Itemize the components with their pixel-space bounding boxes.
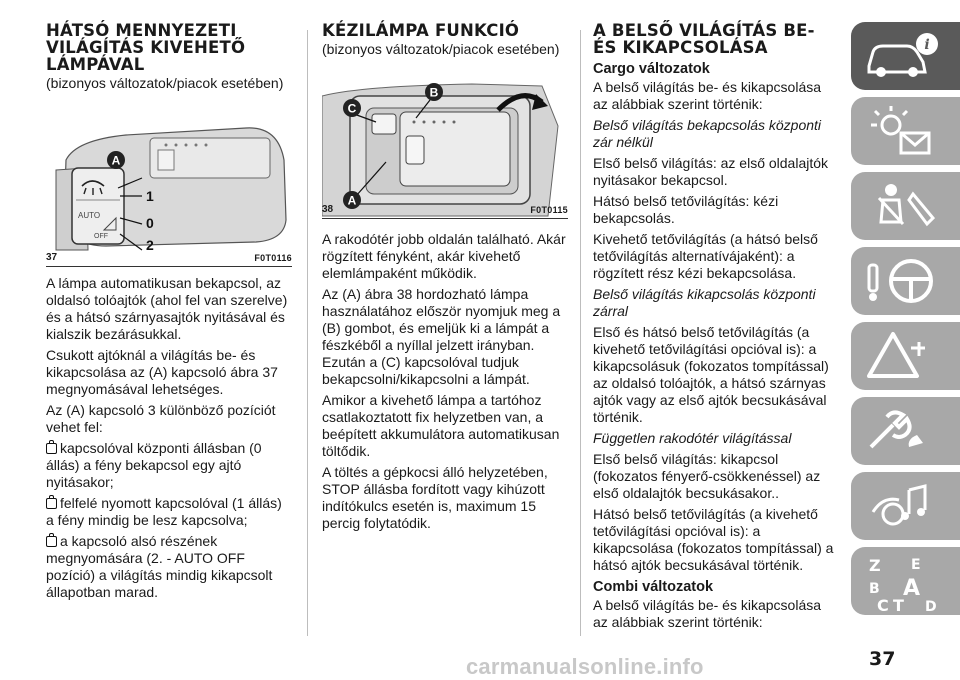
page-number: 37 <box>869 648 896 670</box>
svg-text:B: B <box>869 581 880 597</box>
svg-text:A: A <box>347 193 357 208</box>
tab-multimedia[interactable] <box>851 472 960 540</box>
column-interior-lighting <box>593 22 839 635</box>
figure-code: F0T0116 <box>254 253 292 263</box>
svg-text:E: E <box>911 557 921 573</box>
svg-text:Z: Z <box>869 556 881 575</box>
tab-warning-lights[interactable] <box>851 97 960 165</box>
section-title: A BELSŐ VILÁGÍTÁS BE- ÉS KIKAPCSOLÁSA <box>593 21 815 57</box>
tab-index[interactable] <box>851 547 960 615</box>
svg-text:1: 1 <box>146 188 154 204</box>
figure-37 <box>46 100 292 267</box>
section-subtitle: (bizonyos változatok/piacok esetében) <box>46 75 284 91</box>
bullet-item: kapcsolóval központi állásban (0 állás) a fény bekapcsol egy ajtó nyitásakor; <box>46 440 262 490</box>
maintenance-icon <box>863 403 943 459</box>
figure-number: 38 <box>322 204 334 215</box>
paragraph: A rakodótér jobb oldalán található. Akár rögzített fényként, akár kivehető elemlámpaként működik. <box>322 231 566 281</box>
svg-text:B: B <box>429 85 439 100</box>
chapter-tabs <box>851 22 960 642</box>
svg-text:T: T <box>893 596 904 615</box>
rear-light-switch-illustration <box>46 100 292 266</box>
paragraph: Hátsó belső tetővilágítás: kézi bekapcsolás. <box>593 193 779 226</box>
column-divider-2 <box>580 30 581 636</box>
italic-subheading: Független rakodótér világítással <box>593 430 792 446</box>
paragraph: A belső világítás be- és kikapcsolása az alábbiak szerint történik: <box>593 597 822 630</box>
italic-subheading: Belső világítás kikapcsolás központi zárral <box>593 286 816 319</box>
section-title: HÁTSÓ MENNYEZETI VILÁGÍTÁS KIVEHETŐ LÁMPÁVAL <box>46 21 246 74</box>
column-divider-1 <box>307 30 308 636</box>
tab-starting-driving[interactable] <box>851 247 960 315</box>
warning-lights-icon <box>863 103 943 159</box>
svg-text:i: i <box>924 37 930 53</box>
paragraph: A töltés a gépkocsi álló helyzetében, STOP állásba fordított vagy kihúzott indítókulcs esetén is, maximum 15 percig folytatódik. <box>322 464 548 531</box>
tab-safety[interactable] <box>851 172 960 240</box>
cargo-heading: Cargo változatok <box>593 61 710 77</box>
lamp-bullet-icon <box>46 443 57 454</box>
paragraph: Első belső világítás: az első oldalajtók nyitásakor bekapcsol. <box>593 155 829 188</box>
italic-subheading: Belső világítás bekapcsolás központi zár nélkül <box>593 117 822 150</box>
svg-text:2: 2 <box>146 237 154 253</box>
hand-lamp-illustration <box>322 66 568 218</box>
index-icon <box>863 553 953 615</box>
emergency-icon <box>863 328 943 384</box>
svg-text:C: C <box>877 596 889 615</box>
safety-icon <box>863 178 943 234</box>
svg-text:A: A <box>903 576 921 601</box>
lamp-bullet-icon <box>46 536 57 547</box>
figure-38 <box>322 66 568 219</box>
paragraph: A belső világítás be- és kikapcsolása az alábbiak szerint történik: <box>593 79 822 112</box>
column-hand-lamp <box>322 22 568 536</box>
paragraph: Az (A) ábra 38 hordozható lámpa használatához először nyomjuk meg a (B) gombot, és emeljük ki a lámpát a fészkéből a nyíllal jelzett irányban. Ezután a (C) kapcsolóval tudjuk bekapcsolni/kikapcsolni a lámpát. <box>322 286 561 387</box>
tab-maintenance[interactable] <box>851 397 960 465</box>
paragraph: Kivehető tetővilágítás (a hátsó belső tetővilágítás alternatívájaként): a rögzített rész kézi bekapcsolása. <box>593 231 818 281</box>
paragraph: Az (A) kapcsoló 3 különböző pozíciót vehet fel: <box>46 402 276 435</box>
car-info-icon <box>863 28 943 84</box>
svg-text:C: C <box>347 101 357 116</box>
paragraph: Első és hátsó belső tetővilágítás (a kivehető tetővilágítási opcióval is): a kikapcsolásuk (fokozatos tompítással) az oldalsó tolóajtók, a hátsó szárnyas ajtók vagy az első ajtók becsukásával történik. <box>593 324 829 425</box>
bullet-item: felfelé nyomott kapcsolóval (1 állás) a fény mindig be lesz kapcsolva; <box>46 495 282 528</box>
combi-heading: Combi változatok <box>593 579 714 595</box>
tab-emergency[interactable] <box>851 322 960 390</box>
section-subtitle: (bizonyos változatok/piacok esetében) <box>322 41 560 57</box>
svg-text:A: A <box>111 153 121 168</box>
multimedia-icon <box>863 478 943 534</box>
paragraph: Csukott ajtóknál a világítás be- és kikapcsolása az (A) kapcsoló ábra 37 megnyomásával lehetséges. <box>46 347 278 397</box>
figure-number: 37 <box>46 252 58 263</box>
svg-text:OFF: OFF <box>94 233 108 240</box>
paragraph: A lámpa automatikusan bekapcsol, az oldalsó tolóajtók (ahol fel van szerelve) és a hátsó szárnyasajtók nyitásával és kialszik bezárásukkal. <box>46 275 288 342</box>
column-rear-ceiling-light <box>46 22 292 605</box>
steering-wheel-icon <box>863 253 943 309</box>
svg-text:0: 0 <box>146 215 154 231</box>
paragraph: Első belső világítás: kikapcsol (fokozatos fényerő-csökkenéssel) az első oldalajtók becsukásakor.. <box>593 451 821 501</box>
watermark: carmanualsonline.info <box>466 654 704 679</box>
lamp-bullet-icon <box>46 498 57 509</box>
svg-text:D: D <box>925 599 937 615</box>
bullet-item: a kapcsoló alsó részének megnyomására (2. - AUTO OFF pozíció) a világítás mindig kikapcsolt állapotban marad. <box>46 533 273 600</box>
figure-code: F0T0115 <box>530 205 568 215</box>
section-title: KÉZILÁMPA FUNKCIÓ <box>322 21 520 40</box>
svg-text:AUTO: AUTO <box>78 211 101 220</box>
paragraph: Amikor a kivehető lámpa a tartóhoz csatlakoztatott fix helyzetben van, a beépített akkumulátora automatikusan töltődik. <box>322 392 560 459</box>
tab-car-info[interactable] <box>851 22 960 90</box>
paragraph: Hátsó belső tetővilágítás (a kivehető tetővilágítási opcióval is): a kikapcsolása (fokozatos tompítással) a hátsó ajtók becsukásával történik. <box>593 506 834 573</box>
